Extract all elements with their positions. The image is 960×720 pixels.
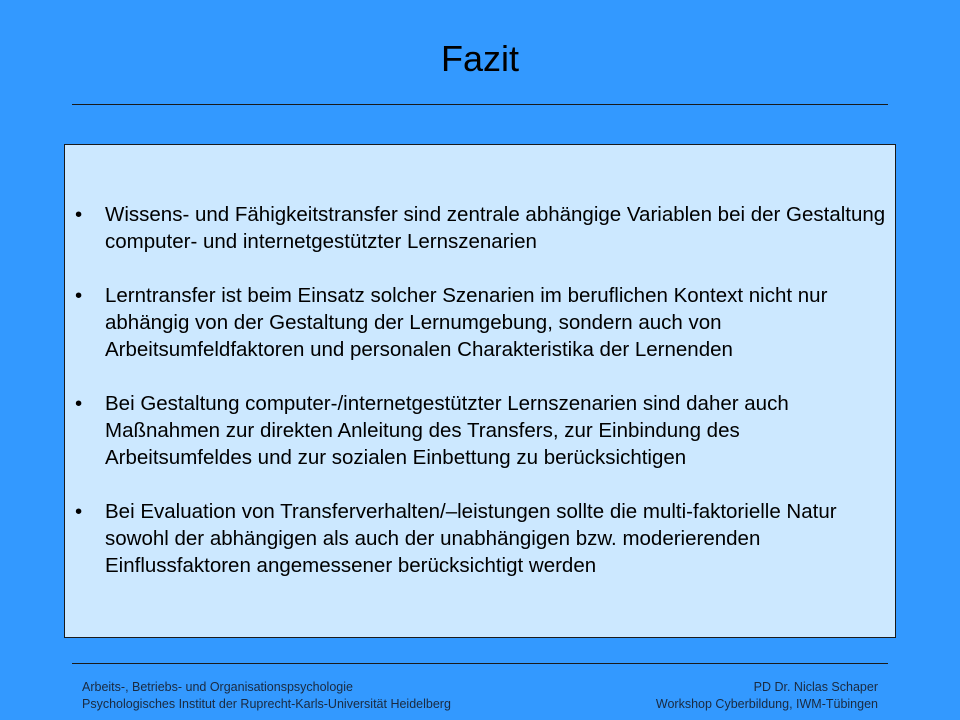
footer-institution: [82, 679, 451, 713]
footer-author-name: PD Dr. Niclas Schaper: [753, 680, 878, 694]
content-box: [64, 144, 896, 638]
bullet-text: Lerntransfer ist beim Einsatz solcher Szenarien im beruflichen Kontext nicht nur abhängig von der Gestaltung der Lernumgebung, sondern auch von Arbeitsumfeldfaktoren und personalen Charakteristika der Lernenden: [105, 284, 828, 361]
footer-author: [656, 679, 878, 713]
bullet-text: Wissens- und Fähigkeitstransfer sind zentrale abhängige Variablen bei der Gestaltung computer- und internetgestützter Lernszenarien: [105, 203, 886, 253]
bullet-item: [75, 282, 887, 363]
footer-event: Workshop Cyberbildung, IWM-Tübingen: [655, 697, 878, 711]
bullet-text: Bei Gestaltung computer-/internetgestützter Lernszenarien sind daher auch Maßnahmen zur direkten Anleitung des Transfers, zur Einbindung des Arbeitsumfeldes und zur sozialen Einbettung zu berücksichtigen: [105, 392, 789, 469]
bullet-marker: •: [75, 392, 83, 415]
bullet-marker: •: [75, 203, 83, 226]
bullet-text: Bei Evaluation von Transferverhalten/–leistungen sollte die multi-faktorielle Natur sowohl der abhängigen als auch der unabhängigen bzw. moderierenden Einflussfaktoren angemessener berücksichtigt werden: [105, 500, 837, 577]
footer-university: Psychologisches Institut der Ruprecht-Karls-Universität Heidelberg: [82, 697, 451, 711]
title-divider: [72, 104, 888, 105]
bullet-item: [75, 201, 887, 255]
bullet-list: [75, 201, 887, 606]
bullet-marker: •: [75, 284, 83, 307]
slide-title: Fazit: [440, 38, 519, 79]
footer-department: Arbeits-, Betriebs- und Organisationspsychologie: [82, 680, 353, 694]
bullet-item: [75, 498, 887, 579]
footer-divider: [72, 663, 888, 664]
bullet-item: [75, 390, 887, 471]
bullet-marker: •: [75, 500, 83, 523]
